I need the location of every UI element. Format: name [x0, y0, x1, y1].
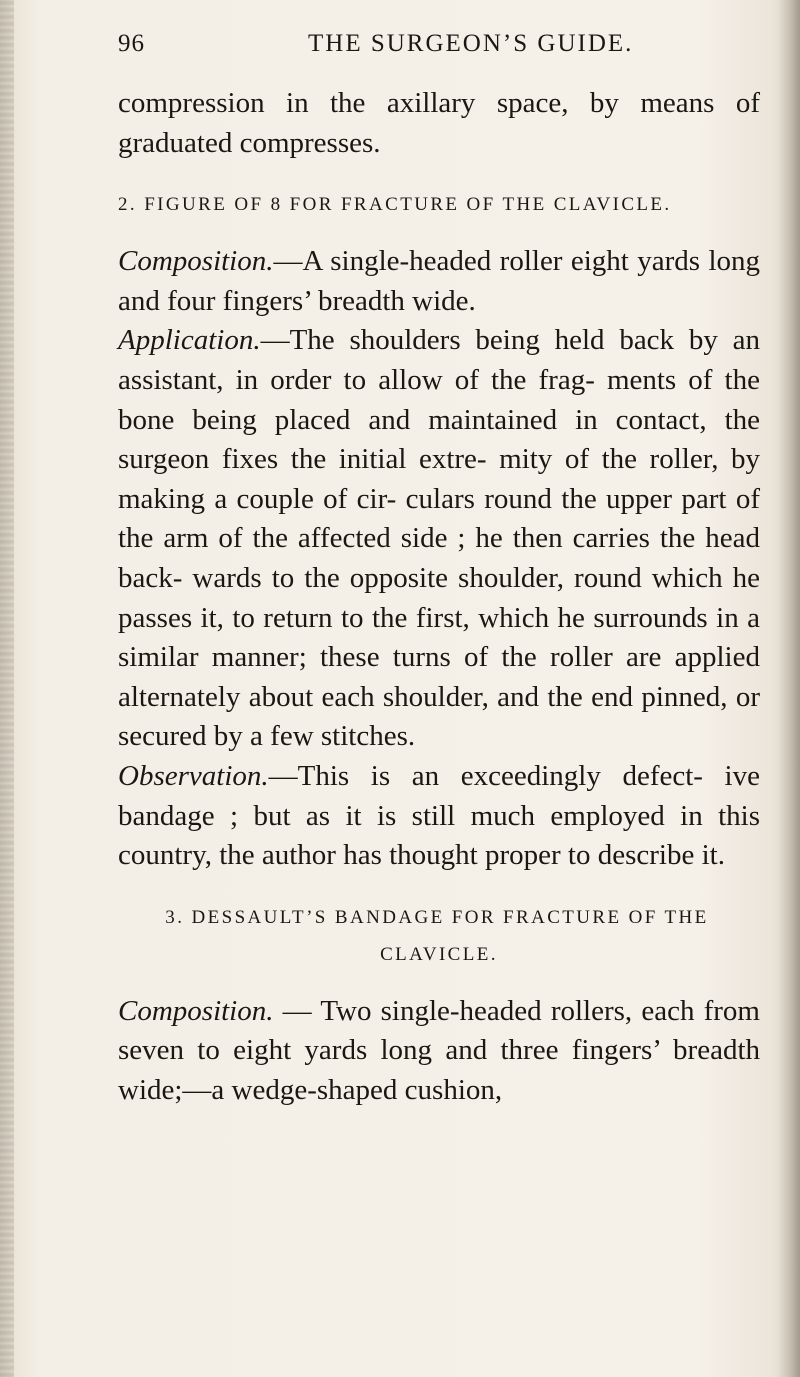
section-heading-3-line1: 3. DESSAULT’S BANDAGE FOR FRACTURE OF THE: [165, 906, 709, 928]
section-heading-3-line2: CLAVICLE.: [380, 943, 498, 965]
observation-lead-2: Observation.: [118, 759, 269, 792]
page-edge-shadow: [778, 0, 800, 1377]
page-binding-shadow: [0, 0, 14, 1377]
intro-paragraph: compression in the axillary space, by means of graduated compresses.: [118, 87, 760, 159]
composition-text-2: —A single-headed roller eight yards long and four fingers’ breadth wide.: [118, 245, 760, 317]
observation-text-2: —This is an exceedingly defect- ive bandage ; but as it is still much employed in this country, the author has thought proper to describe it.: [118, 759, 760, 872]
application-paragraph-2: [118, 321, 760, 757]
composition-paragraph-2: [118, 242, 760, 321]
body-text: [118, 84, 760, 1110]
application-text-2: —The shoulders being held back by an assistant, in order to allow of the frag- ments of the bone being placed and maintained in contact, the surgeon fixes the initial extre- mity of the roller, by making a couple of cir- culars round the upper part of the arm of the affected side ; he then carries the head back- wards to the opposite shoulder, round which he passes it, to return to the first, which he surrounds in a similar manner; these turns of the roller are applied alternately about each shoulder, and the end pinned, or secured by a few stitches.: [118, 324, 760, 753]
section-heading-2: 2. FIGURE OF 8 FOR FRACTURE OF THE CLAVICLE.: [118, 194, 672, 216]
composition-lead-3: Composition.: [118, 994, 274, 1027]
application-lead-2: Application.: [118, 324, 261, 357]
composition-text-3: — Two single-headed rollers, each from seven to eight yards long and three fingers’ breadth wide;—a wedge-shaped cushion,: [118, 994, 760, 1106]
running-title: THE SURGEON’S GUIDE.: [308, 30, 634, 57]
running-header: [118, 30, 758, 64]
composition-paragraph-3: [118, 992, 760, 1111]
composition-lead-2: Composition.: [118, 245, 274, 278]
observation-paragraph-2: [118, 757, 760, 876]
page-number: 96: [118, 30, 145, 57]
